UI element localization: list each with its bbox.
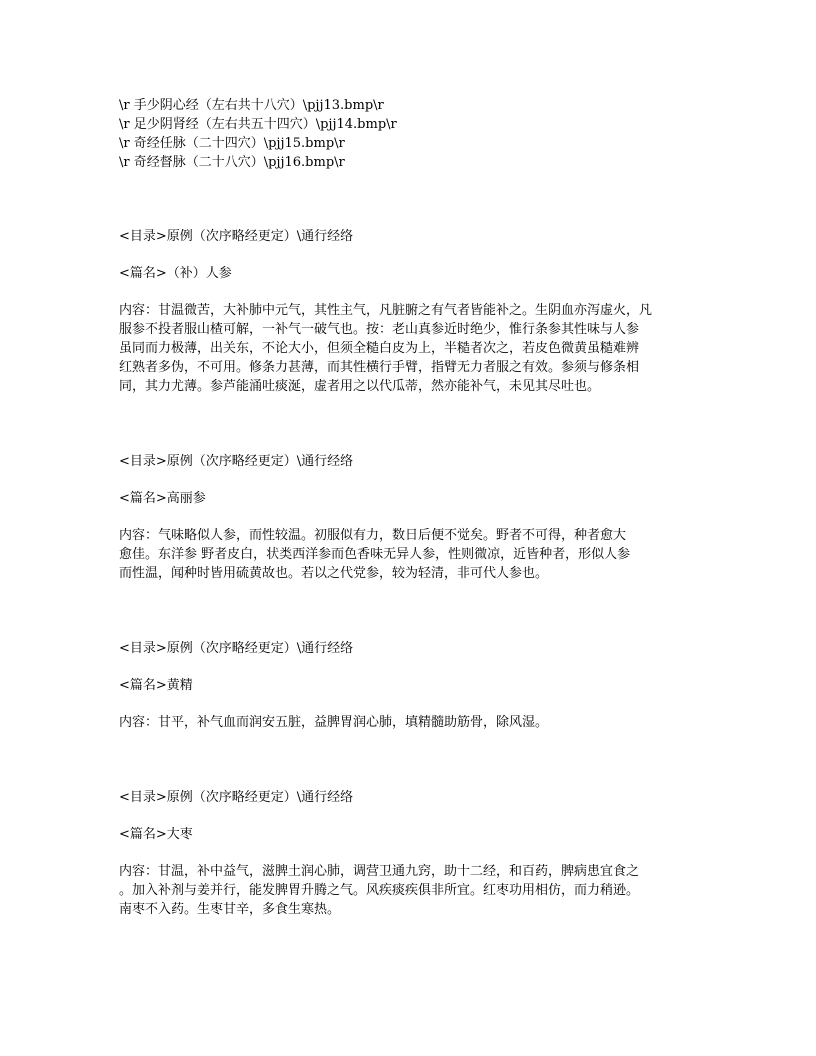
image-reference-line: \r 足少阴肾经（左右共五十四穴）\pjj14.bmp\r: [119, 117, 397, 132]
image-reference-line: \r 奇经督脉（二十八穴）\pjj16.bmp\r: [119, 155, 345, 170]
content-line: 虽同而力极薄，出关东，不论大小，但须全糙白皮为上，半糙者次之，若皮色微黄虽糙难辨: [119, 341, 640, 356]
entry-content: [119, 862, 709, 919]
content-line: 内容：甘温，补中益气，滋脾土润心肺，调营卫通九窍，助十二经，和百药，脾病患宜食之: [119, 864, 640, 879]
entry-title: <篇名>大枣: [119, 827, 193, 842]
herb-entry-gaolishen: [119, 452, 709, 583]
entry-title: <篇名>（补）人参: [119, 266, 232, 281]
content-line: 南枣不入药。生枣甘辛，多食生寒热。: [119, 902, 341, 917]
catalog-line: <目录>原例（次序略经更定）\通行经络: [119, 229, 354, 244]
document-body: [119, 96, 709, 919]
content-line: 内容：甘温微苦，大补肺中元气，其性主气，凡脏腑之有气者皆能补之。生阴血亦泻虚火，凡: [119, 303, 653, 318]
content-line: 服参不投者服山楂可解，一补气一破气也。按：老山真参近时绝少，惟行条参其性味与人参: [119, 322, 640, 337]
entry-content: [119, 526, 709, 583]
content-line: 愈佳。东洋参 野者皮白，状类西洋参而色香味无异人参，性则微凉，近皆种者，形似人参: [119, 547, 631, 562]
herb-entry-renshen: [119, 227, 709, 396]
content-line: 内容：甘平，补气血而润安五脏，益脾胃润心肺，填精髓助筋骨，除风湿。: [119, 715, 549, 730]
content-line: 红熟者多伪，不可用。修条力甚薄，而其性横行手臂，指臂无力者服之有效。参须与修条相: [119, 360, 640, 375]
image-reference-line: \r 奇经任脉（二十四穴）\pjj15.bmp\r: [119, 136, 345, 151]
content-line: 而性温，闻种时皆用硫黄故也。若以之代党参，较为轻清，非可代人参也。: [119, 566, 549, 581]
image-reference-list: [119, 96, 709, 172]
catalog-line: <目录>原例（次序略经更定）\通行经络: [119, 790, 354, 805]
entry-title: <篇名>黄精: [119, 678, 193, 693]
catalog-line: <目录>原例（次序略经更定）\通行经络: [119, 641, 354, 656]
entry-title: <篇名>高丽参: [119, 491, 206, 506]
image-reference-line: \r 手少阴心经（左右共十八穴）\pjj13.bmp\r: [119, 98, 384, 113]
entry-content: [119, 713, 709, 732]
catalog-line: <目录>原例（次序略经更定）\通行经络: [119, 454, 354, 469]
content-line: 内容：气味略似人参，而性较温。初服似有力，数日后便不觉矣。野者不可得，种者愈大: [119, 528, 627, 543]
content-line: 同，其力尤薄。参芦能涌吐痰涎，虚者用之以代瓜蒂，然亦能补气，未见其尽吐也。: [119, 379, 601, 394]
content-line: 。加入补剂与姜并行，能发脾胃升腾之气。风疾痰疾俱非所宜。红枣功用相仿，而力稍逊。: [119, 883, 640, 898]
entry-content: [119, 301, 709, 396]
herb-entry-huangjing: [119, 639, 709, 732]
herb-entry-dazao: [119, 788, 709, 919]
